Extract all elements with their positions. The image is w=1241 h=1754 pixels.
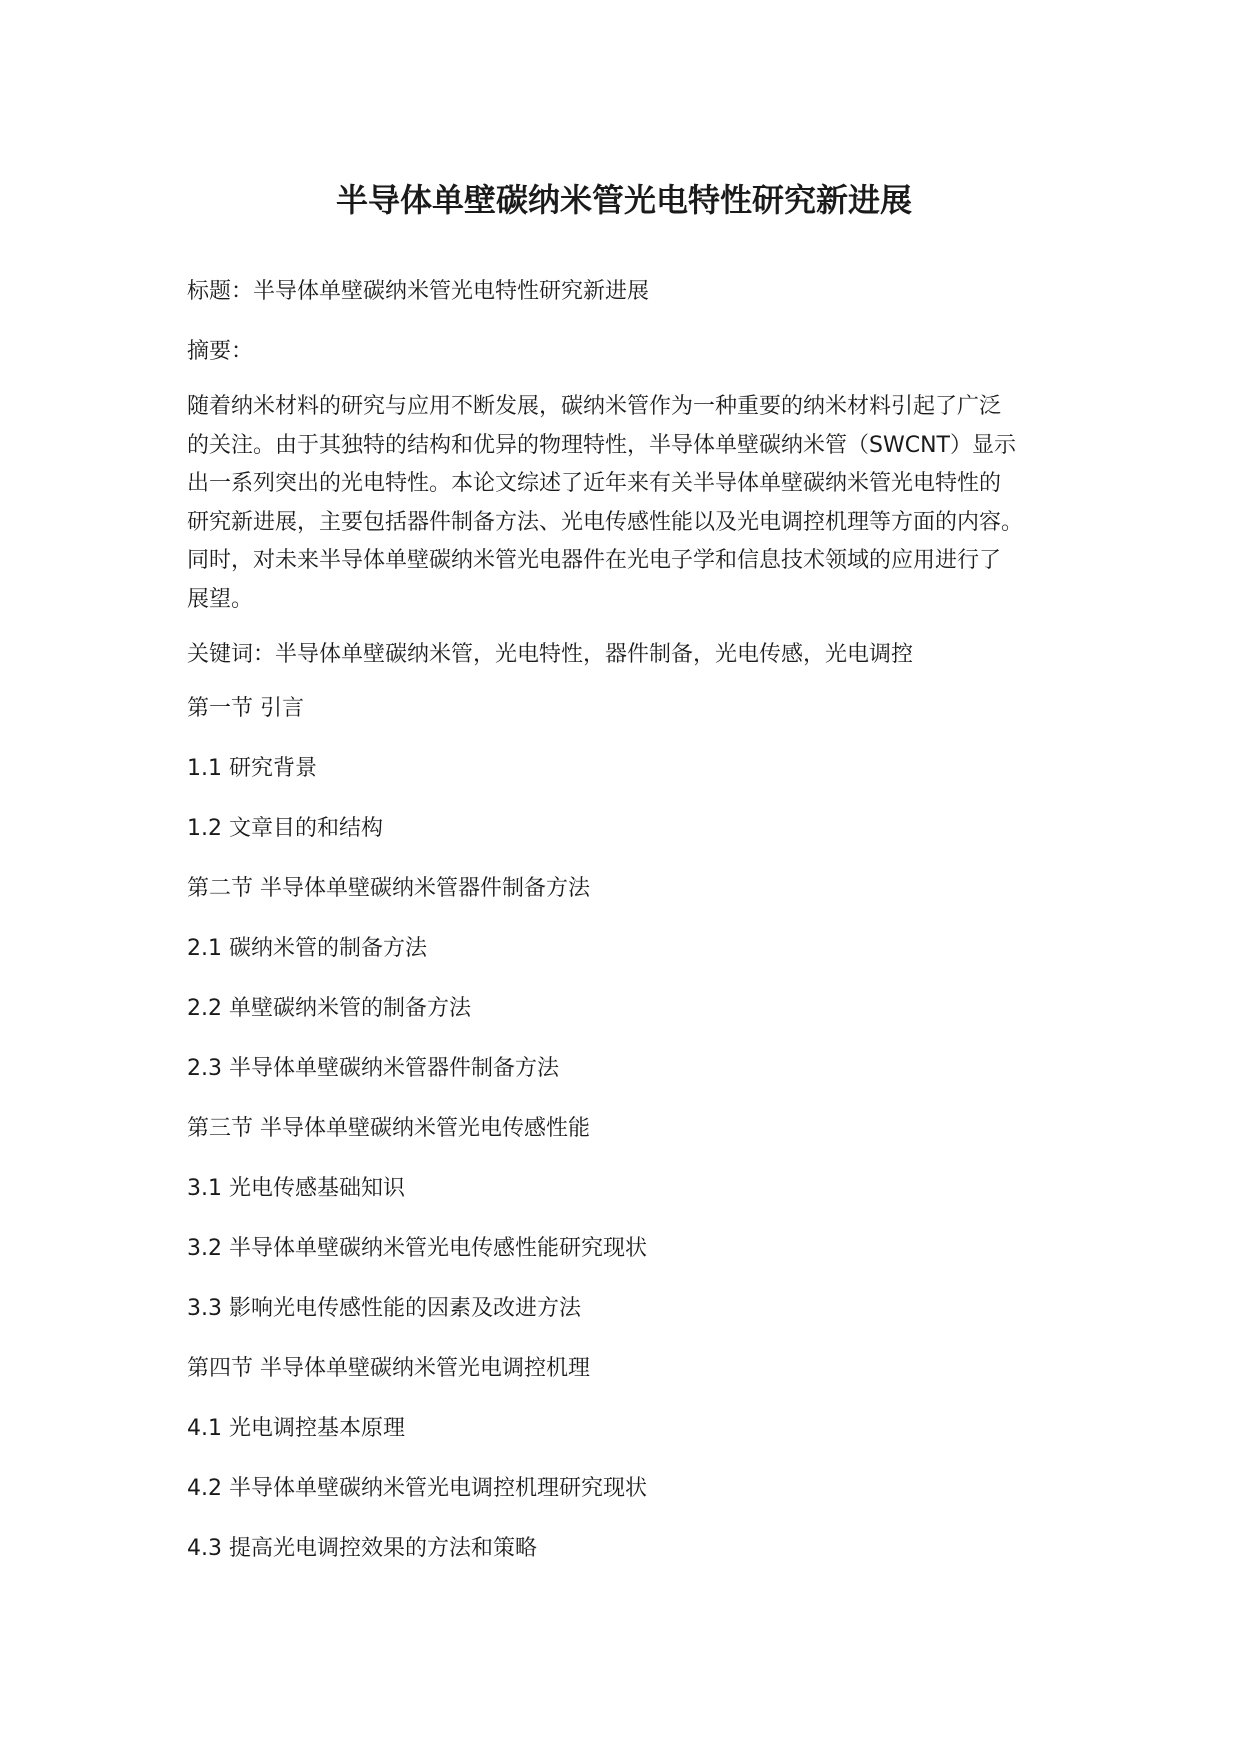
outline-item: 第一节 引言	[187, 696, 304, 721]
outline-item: 4.2 半导体单壁碳纳米管光电调控机理研究现状	[187, 1476, 647, 1501]
outline-item: 3.2 半导体单壁碳纳米管光电传感性能研究现状	[187, 1236, 647, 1261]
abstract-line: 随着纳米材料的研究与应用不断发展，碳纳米管作为一种重要的纳米材料引起了广泛	[187, 394, 1002, 419]
abstract-line: 研究新进展，主要包括器件制备方法、光电传感性能以及光电调控机理等方面的内容。	[187, 509, 1024, 535]
outline-item: 2.1 碳纳米管的制备方法	[187, 936, 427, 961]
outline-item: 第四节 半导体单壁碳纳米管光电调控机理	[187, 1356, 590, 1381]
outline-item: 第三节 半导体单壁碳纳米管光电传感性能	[187, 1116, 590, 1141]
outline-item: 3.1 光电传感基础知识	[187, 1176, 405, 1201]
document-title: 半导体单壁碳纳米管光电特性研究新进展	[335, 181, 912, 219]
outline-item: 3.3 影响光电传感性能的因素及改进方法	[187, 1296, 581, 1321]
subject-line: 标题：半导体单壁碳纳米管光电特性研究新进展	[187, 279, 650, 304]
outline-item: 第二节 半导体单壁碳纳米管器件制备方法	[187, 876, 590, 901]
outline-list	[187, 673, 1067, 1567]
keywords-line: 关键词：半导体单壁碳纳米管，光电特性，器件制备，光电传感，光电调控	[187, 642, 914, 667]
abstract-line: 出一系列突出的光电特性。本论文综述了近年来有关半导体单壁碳纳米管光电特性的	[187, 471, 1002, 496]
abstract-line: 展望。	[187, 586, 254, 612]
outline-item: 1.1 研究背景	[187, 756, 317, 781]
abstract-paragraph	[187, 388, 1067, 619]
abstract-line: 同时，对未来半导体单壁碳纳米管光电器件在光电子学和信息技术领域的应用进行了	[187, 548, 1002, 573]
outline-item: 2.3 半导体单壁碳纳米管器件制备方法	[187, 1056, 559, 1081]
outline-item: 2.2 单壁碳纳米管的制备方法	[187, 996, 471, 1021]
document-body	[187, 274, 1067, 1567]
abstract-line: 的关注。由于其独特的结构和优异的物理特性，半导体单壁碳纳米管（SWCNT）显示	[187, 432, 1016, 458]
outline-item: 4.1 光电调控基本原理	[187, 1416, 405, 1441]
outline-item: 4.3 提高光电调控效果的方法和策略	[187, 1536, 537, 1561]
outline-item: 1.2 文章目的和结构	[187, 816, 383, 841]
abstract-label: 摘要：	[187, 339, 254, 364]
